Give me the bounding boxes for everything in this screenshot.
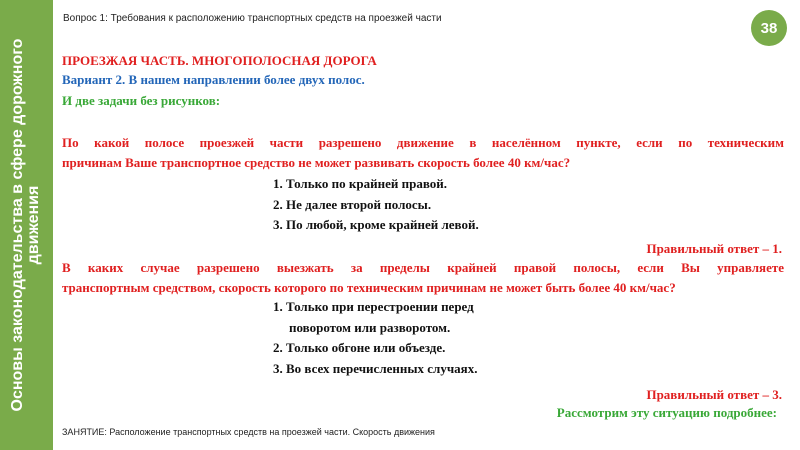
question-1-line-1: По какой полосе проезжей части разрешено движение в населённом пункте, если по техническим <box>62 135 784 150</box>
footer-lesson: ЗАНЯТИЕ: Расположение транспортных средств на проезжей части. Скорость движения <box>62 427 435 437</box>
q2-option-1: 1. Только при перестроении перед <box>273 299 474 314</box>
question-2-line-2: транспортным средством, скорость которого по техническим причинам не может быть более 40 км/час? <box>62 280 676 295</box>
question-2-line-1: В каких случае разрешено выезжать за пределы крайней правой полосы, если Вы управляете <box>62 260 784 275</box>
q2-option-2: 2. Только обгоне или объезде. <box>273 340 446 355</box>
sidebar-title: Основы законодательства в сфере дорожного движения <box>9 38 42 412</box>
q2-option-3: 3. Во всех перечисленных случаях. <box>273 361 478 376</box>
q1-option-3: 3. По любой, кроме крайней левой. <box>273 217 479 232</box>
q1-option-1: 1. Только по крайней правой. <box>273 176 447 191</box>
next-text: Рассмотрим эту ситуацию подробнее: <box>556 405 777 420</box>
q2-option-1-cont: поворотом или разворотом. <box>289 320 451 335</box>
page-number-badge: 38 <box>751 10 787 46</box>
q1-option-2: 2. Не далее второй полосы. <box>273 197 432 212</box>
sidebar <box>0 0 53 450</box>
q1-answer: Правильный ответ – 1. <box>646 241 782 256</box>
variant-text: Вариант 2. В нашем направлении более двух полос. <box>62 72 365 87</box>
q2-answer: Правильный ответ – 3. <box>646 387 782 402</box>
question-2 <box>62 258 784 298</box>
tasks-intro: И две задачи без рисунков: <box>62 93 221 108</box>
question-header: Вопрос 1: Требования к расположению транспортных средств на проезжей части <box>63 13 442 24</box>
question-1-line-2: причинам Ваше транспортное средство не может развивать скорость более 40 км/час? <box>62 155 571 170</box>
slide-title: ПРОЕЗЖАЯ ЧАСТЬ. МНОГОПОЛОСНАЯ ДОРОГА <box>62 53 377 68</box>
question-1 <box>62 133 784 173</box>
